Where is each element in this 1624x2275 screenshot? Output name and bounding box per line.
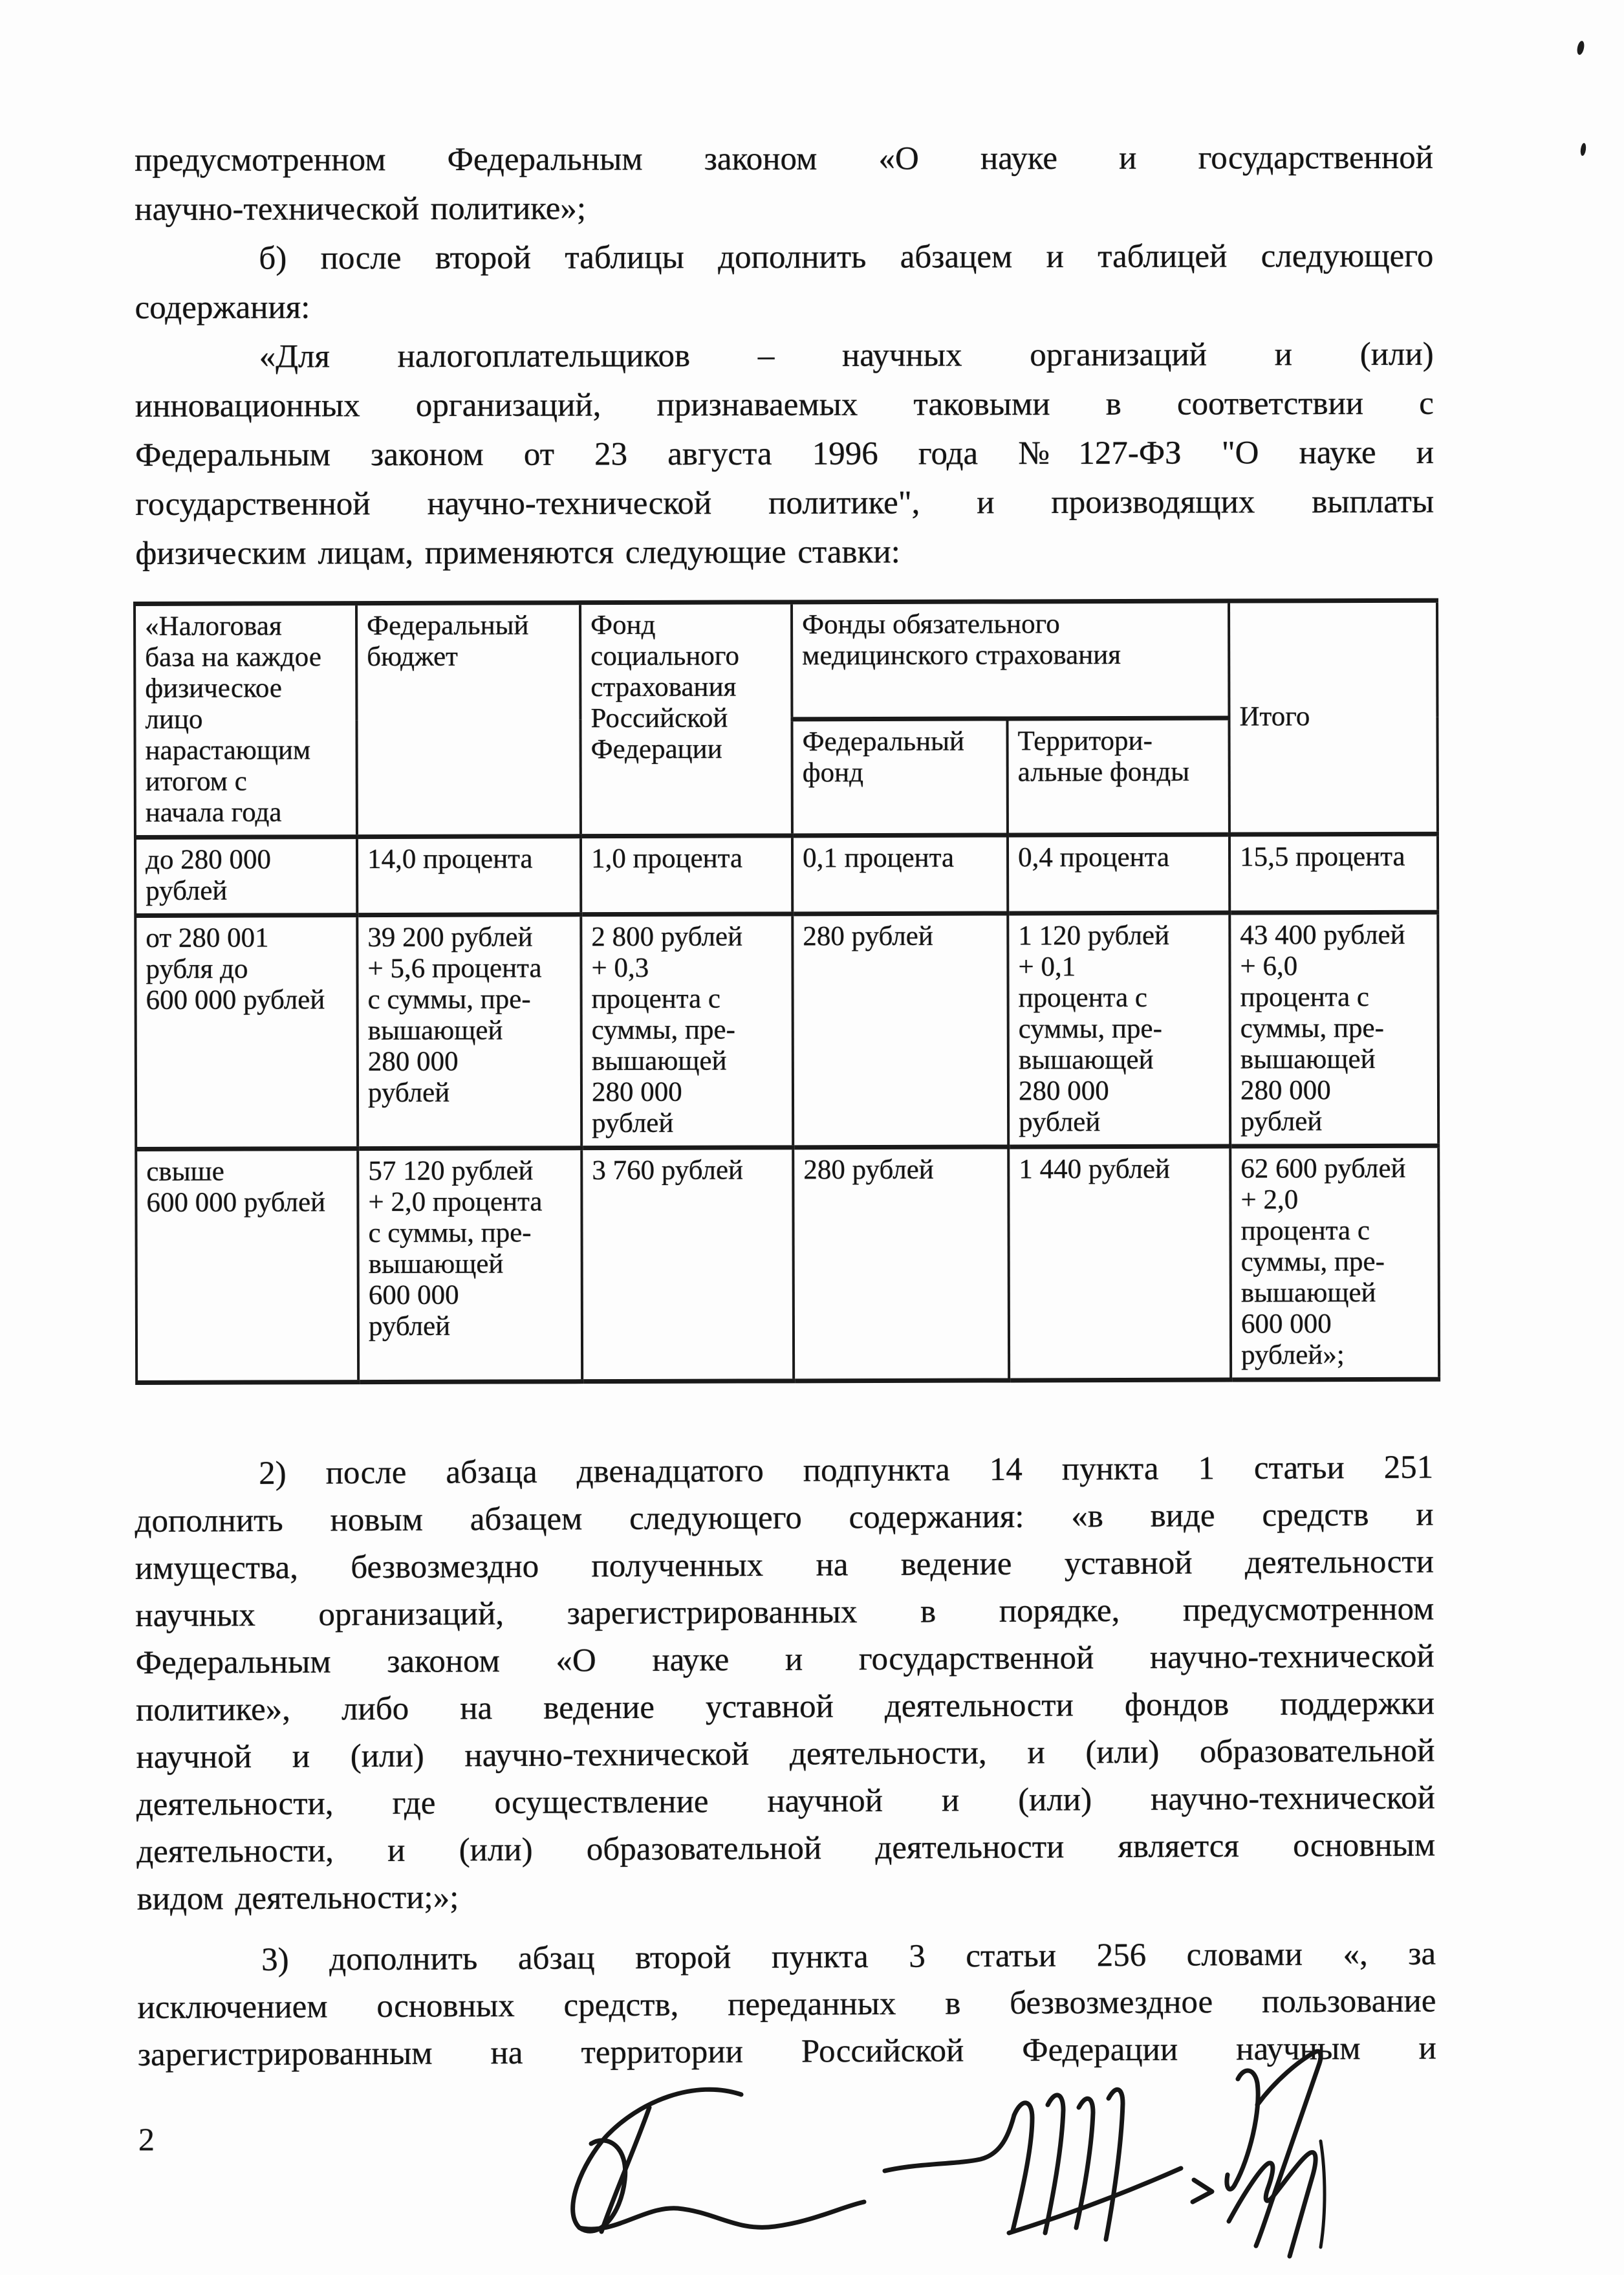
signature-stroke — [1009, 2168, 1181, 2233]
table-cell: 1 440 рублей — [1008, 1146, 1231, 1380]
table-cell: 3 760 рублей — [581, 1148, 794, 1382]
table-row — [135, 912, 1438, 1149]
table-row — [135, 834, 1438, 915]
scan-speck — [1576, 40, 1585, 56]
text-line: научных организаций, зарегистрированных в порядке, предусмотренном — [135, 1591, 1435, 1634]
text-line: дополнить новым абзацем следующего содержания: «в виде средств и — [135, 1496, 1434, 1540]
text-line: научно-технической политике»; — [135, 190, 587, 228]
text-line: научной и (или) научно-технической деятельности, и (или) образовательной — [136, 1732, 1435, 1776]
signature-middle — [885, 2089, 1212, 2239]
table-cell: 14,0 процента — [357, 836, 581, 915]
header-cell-total: Итого — [1229, 600, 1438, 834]
signature-right — [1227, 2051, 1325, 2256]
signature-left — [573, 2089, 864, 2232]
signature-stroke — [1076, 2098, 1093, 2228]
text-line: деятельности, где осуществление научной и (или) научно-технической — [136, 1780, 1435, 1823]
text-line: предусмотренном Федеральным законом «О науке и государственной — [135, 139, 1434, 179]
text-line: 3) дополнить абзац второй пункта 3 статьи 256 словами «, за — [261, 1935, 1436, 1978]
table-cell: 1 120 рублей + 0,1 процента с суммы, пре- вышающей 280 000 рублей — [1008, 913, 1230, 1147]
text-line: Федеральным законом «О науке и государственной научно-технической — [135, 1638, 1435, 1681]
text-line: физическим лицам, применяются следующие ставки: — [135, 534, 900, 572]
text-line: Федеральным законом от 23 августа 1996 года №127-ФЗ "О науке и — [135, 434, 1435, 474]
signature-stroke — [1013, 2103, 1032, 2230]
text-line: исключением основных средств, переданных в безвозмездное пользование — [137, 1983, 1436, 2026]
text-line: содержания: — [135, 289, 310, 326]
signature-stroke — [1256, 2051, 1321, 2246]
table-cell: 0,4 процента — [1008, 834, 1229, 913]
body-text-top — [135, 133, 1434, 578]
signature-stroke — [573, 2089, 741, 2231]
table-cell: 280 рублей — [793, 1147, 1009, 1381]
scan-speck-marks — [1576, 40, 1587, 156]
paragraph-item-b — [135, 232, 1433, 332]
signature-stroke — [1045, 2095, 1063, 2233]
table-header-row — [135, 600, 1437, 721]
text-line: политике», либо на ведение уставной деятельности фондов поддержки — [135, 1685, 1435, 1728]
signature-stroke — [579, 2202, 864, 2229]
signature-stroke — [601, 2107, 649, 2232]
text-line: государственной научно-технической политике", и производящих выплаты — [135, 483, 1435, 523]
page-number: 2 — [138, 2121, 155, 2157]
table-cell: 62 600 рублей + 2,0 процента с суммы, пре- вышающей 600 000 рублей»; — [1230, 1146, 1439, 1380]
text-line: инновационных организаций, признаваемых таковыми в соответствии с — [135, 385, 1434, 424]
text-line: деятельности, и (или) образовательной деятельности является основным — [136, 1827, 1436, 1870]
text-line: 2) после абзаца двенадцатого подпункта 14 пункта 1 статьи 251 — [259, 1449, 1434, 1492]
header-cell-federal-budget: Федеральный бюджет — [356, 603, 581, 837]
signature-stroke — [1229, 2152, 1315, 2256]
text-line: имущества, безвозмездно полученных на ведение уставной деятельности — [135, 1543, 1435, 1587]
table-cell: 57 120 рублей + 2,0 процента с суммы, пре- вышающей 600 000 рублей — [358, 1148, 582, 1382]
table-cell: 280 рублей — [792, 913, 1008, 1148]
signature-stroke — [1321, 2141, 1325, 2247]
header-cell-social-fund: Фонд социального страхования Российской Федерации — [580, 602, 792, 836]
text-line: «Для налогоплательщиков – научных организаций и (или) — [259, 336, 1434, 375]
table-cell: свыше 600 000 рублей — [136, 1149, 358, 1383]
table-cell: 2 800 рублей + 0,3 процента с суммы, пре- вышающей 280 000 рублей — [581, 914, 793, 1148]
signature-stroke — [885, 2115, 1014, 2171]
table-cell: 15,5 процента — [1229, 834, 1438, 913]
header-cell-medical-funds-group: Фонды обязательного медицинского страхования — [792, 601, 1229, 719]
text-line: б) после второй таблицы дополнить абзацем и таблицей следующего — [259, 237, 1434, 277]
table-cell: от 280 001 рубля до 600 000 рублей — [135, 915, 358, 1149]
scan-speck — [1580, 143, 1587, 157]
signature-stroke — [1193, 2180, 1212, 2202]
header-cell-tax-base: «Налоговая база на каждое физическое лицо нарастающим итогом с начала года — [135, 604, 357, 838]
table-cell: 0,1 процента — [792, 835, 1008, 914]
table-cell: 43 400 рублей + 6,0 процента с суммы, пре- вышающей 280 000 рублей — [1229, 912, 1438, 1146]
table-cell: до 280 000 рублей — [135, 837, 357, 916]
table-cell: 39 200 рублей + 5,6 процента с суммы, пре- вышающей 280 000 рублей — [357, 915, 581, 1149]
text-line: зарегистрированным на территории Российской Федерации научным и — [137, 2030, 1437, 2073]
paragraph-taxpayers — [135, 330, 1435, 578]
header-cell-medical-federal: Федеральный фонд — [792, 718, 1007, 835]
table-cell: 1,0 процента — [581, 836, 792, 915]
header-cell-medical-territorial: Территори- альные фонды — [1007, 718, 1229, 835]
tax-rates-table — [133, 598, 1440, 1385]
signature-stroke — [1227, 2071, 1258, 2189]
paragraph-item-3 — [137, 1930, 1436, 2079]
paragraph-continuation — [135, 133, 1433, 234]
table-row — [136, 1146, 1439, 1382]
text-line: видом деятельности;»; — [136, 1879, 459, 1917]
signature-stroke — [1106, 2089, 1123, 2239]
paragraph-item-2 — [135, 1444, 1436, 1923]
body-text-bottom — [135, 1444, 1436, 2079]
